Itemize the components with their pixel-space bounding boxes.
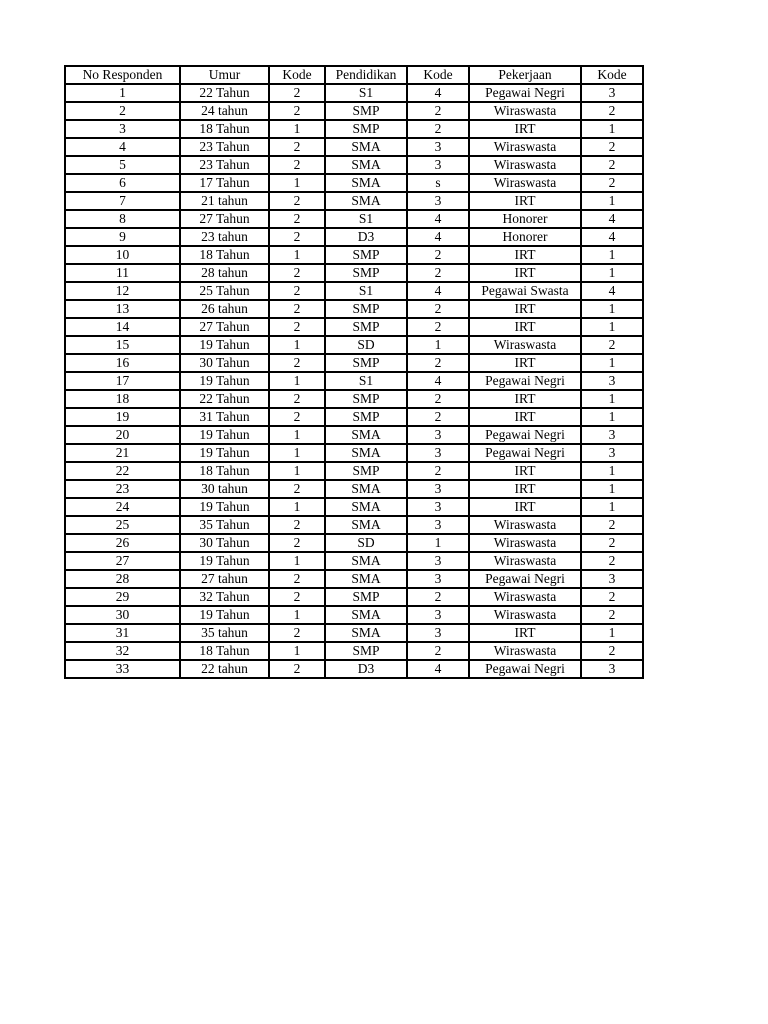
cell-kode-pendidikan: 3 [407, 516, 469, 534]
cell-umur: 23 Tahun [180, 156, 269, 174]
table-row [65, 156, 643, 174]
table-row [65, 408, 643, 426]
cell-kode-umur: 1 [269, 336, 325, 354]
table-row [65, 624, 643, 642]
cell-kode-pekerjaan: 3 [581, 372, 643, 390]
cell-umur: 28 tahun [180, 264, 269, 282]
header-pekerjaan: Pekerjaan [469, 66, 581, 84]
cell-kode-pekerjaan: 1 [581, 390, 643, 408]
cell-kode-pekerjaan: 3 [581, 660, 643, 678]
table-row [65, 606, 643, 624]
cell-pekerjaan: IRT [469, 462, 581, 480]
header-no-responden: No Responden [65, 66, 180, 84]
cell-pendidikan: SMP [325, 318, 407, 336]
cell-kode-umur: 2 [269, 390, 325, 408]
cell-kode-umur: 1 [269, 552, 325, 570]
cell-pendidikan: S1 [325, 84, 407, 102]
cell-umur: 18 Tahun [180, 120, 269, 138]
cell-umur: 18 Tahun [180, 642, 269, 660]
cell-kode-pendidikan: 2 [407, 300, 469, 318]
cell-kode-pekerjaan: 2 [581, 552, 643, 570]
cell-kode-umur: 2 [269, 570, 325, 588]
cell-kode-pendidikan: 4 [407, 282, 469, 300]
table-row [65, 264, 643, 282]
cell-kode-pekerjaan: 2 [581, 516, 643, 534]
cell-umur: 19 Tahun [180, 372, 269, 390]
cell-kode-pendidikan: 2 [407, 318, 469, 336]
cell-pekerjaan: Wiraswasta [469, 156, 581, 174]
cell-kode-pekerjaan: 2 [581, 156, 643, 174]
cell-pendidikan: SD [325, 336, 407, 354]
cell-kode-umur: 1 [269, 174, 325, 192]
cell-kode-pekerjaan: 2 [581, 174, 643, 192]
cell-no-responden: 12 [65, 282, 180, 300]
cell-pekerjaan: Wiraswasta [469, 336, 581, 354]
cell-no-responden: 24 [65, 498, 180, 516]
cell-no-responden: 29 [65, 588, 180, 606]
cell-kode-umur: 2 [269, 300, 325, 318]
cell-no-responden: 30 [65, 606, 180, 624]
cell-kode-pendidikan: 3 [407, 192, 469, 210]
table-row [65, 426, 643, 444]
cell-kode-pendidikan: 1 [407, 534, 469, 552]
cell-kode-pekerjaan: 1 [581, 624, 643, 642]
cell-kode-pekerjaan: 2 [581, 588, 643, 606]
cell-no-responden: 28 [65, 570, 180, 588]
table-row [65, 282, 643, 300]
cell-kode-pendidikan: s [407, 174, 469, 192]
respondent-table [64, 65, 644, 679]
cell-pekerjaan: Wiraswasta [469, 552, 581, 570]
cell-kode-pekerjaan: 4 [581, 210, 643, 228]
table-row [65, 534, 643, 552]
cell-umur: 23 tahun [180, 228, 269, 246]
cell-umur: 21 tahun [180, 192, 269, 210]
cell-pendidikan: SMP [325, 642, 407, 660]
table-header-row [65, 66, 643, 84]
cell-kode-umur: 1 [269, 498, 325, 516]
cell-pendidikan: SD [325, 534, 407, 552]
header-kode-pekerjaan: Kode [581, 66, 643, 84]
cell-pekerjaan: IRT [469, 246, 581, 264]
cell-kode-pekerjaan: 1 [581, 498, 643, 516]
cell-no-responden: 5 [65, 156, 180, 174]
cell-kode-umur: 1 [269, 246, 325, 264]
cell-kode-pekerjaan: 3 [581, 444, 643, 462]
cell-no-responden: 21 [65, 444, 180, 462]
cell-pekerjaan: Pegawai Swasta [469, 282, 581, 300]
cell-kode-pekerjaan: 1 [581, 246, 643, 264]
cell-kode-pekerjaan: 4 [581, 228, 643, 246]
table-row [65, 192, 643, 210]
cell-no-responden: 17 [65, 372, 180, 390]
cell-no-responden: 26 [65, 534, 180, 552]
cell-pendidikan: SMP [325, 120, 407, 138]
cell-kode-pekerjaan: 1 [581, 120, 643, 138]
cell-no-responden: 32 [65, 642, 180, 660]
table-row [65, 318, 643, 336]
table-row [65, 642, 643, 660]
header-kode-pendidikan: Kode [407, 66, 469, 84]
cell-umur: 19 Tahun [180, 498, 269, 516]
cell-pekerjaan: Wiraswasta [469, 534, 581, 552]
cell-umur: 22 Tahun [180, 390, 269, 408]
cell-kode-umur: 2 [269, 516, 325, 534]
table-row [65, 228, 643, 246]
cell-pekerjaan: Pegawai Negri [469, 570, 581, 588]
cell-umur: 19 Tahun [180, 606, 269, 624]
cell-pekerjaan: Wiraswasta [469, 642, 581, 660]
cell-no-responden: 31 [65, 624, 180, 642]
cell-kode-pekerjaan: 1 [581, 318, 643, 336]
cell-pendidikan: SMA [325, 516, 407, 534]
cell-no-responden: 20 [65, 426, 180, 444]
cell-no-responden: 33 [65, 660, 180, 678]
cell-kode-pendidikan: 2 [407, 120, 469, 138]
cell-kode-pendidikan: 2 [407, 390, 469, 408]
cell-pendidikan: S1 [325, 372, 407, 390]
cell-pendidikan: SMP [325, 246, 407, 264]
cell-kode-pendidikan: 3 [407, 156, 469, 174]
cell-kode-pendidikan: 3 [407, 606, 469, 624]
cell-umur: 24 tahun [180, 102, 269, 120]
cell-kode-pekerjaan: 2 [581, 606, 643, 624]
cell-kode-pekerjaan: 1 [581, 264, 643, 282]
cell-kode-pendidikan: 2 [407, 246, 469, 264]
table-row [65, 498, 643, 516]
cell-kode-pekerjaan: 2 [581, 336, 643, 354]
cell-pendidikan: SMA [325, 570, 407, 588]
cell-umur: 22 tahun [180, 660, 269, 678]
cell-kode-pekerjaan: 4 [581, 282, 643, 300]
cell-kode-pekerjaan: 2 [581, 102, 643, 120]
cell-kode-umur: 2 [269, 408, 325, 426]
cell-kode-pendidikan: 3 [407, 138, 469, 156]
cell-no-responden: 14 [65, 318, 180, 336]
cell-no-responden: 4 [65, 138, 180, 156]
cell-pendidikan: SMA [325, 552, 407, 570]
cell-pekerjaan: Wiraswasta [469, 102, 581, 120]
cell-no-responden: 2 [65, 102, 180, 120]
cell-pekerjaan: IRT [469, 300, 581, 318]
cell-pekerjaan: IRT [469, 318, 581, 336]
cell-pekerjaan: Wiraswasta [469, 174, 581, 192]
cell-pendidikan: S1 [325, 282, 407, 300]
cell-umur: 19 Tahun [180, 444, 269, 462]
cell-kode-pekerjaan: 2 [581, 642, 643, 660]
cell-pendidikan: D3 [325, 660, 407, 678]
cell-kode-pekerjaan: 2 [581, 138, 643, 156]
cell-pendidikan: SMP [325, 102, 407, 120]
cell-kode-umur: 1 [269, 642, 325, 660]
cell-umur: 19 Tahun [180, 426, 269, 444]
cell-kode-pekerjaan: 3 [581, 84, 643, 102]
cell-kode-umur: 2 [269, 102, 325, 120]
cell-pendidikan: SMA [325, 498, 407, 516]
table-row [65, 246, 643, 264]
cell-no-responden: 15 [65, 336, 180, 354]
cell-pekerjaan: Wiraswasta [469, 138, 581, 156]
cell-kode-pekerjaan: 1 [581, 462, 643, 480]
cell-kode-umur: 2 [269, 84, 325, 102]
cell-pekerjaan: IRT [469, 192, 581, 210]
cell-kode-pendidikan: 4 [407, 84, 469, 102]
cell-kode-pendidikan: 2 [407, 408, 469, 426]
cell-pendidikan: SMA [325, 426, 407, 444]
cell-kode-umur: 2 [269, 282, 325, 300]
cell-no-responden: 9 [65, 228, 180, 246]
cell-pendidikan: SMA [325, 138, 407, 156]
cell-no-responden: 8 [65, 210, 180, 228]
cell-pendidikan: SMP [325, 390, 407, 408]
header-umur: Umur [180, 66, 269, 84]
cell-no-responden: 16 [65, 354, 180, 372]
cell-kode-pekerjaan: 1 [581, 300, 643, 318]
cell-no-responden: 18 [65, 390, 180, 408]
cell-pendidikan: SMA [325, 192, 407, 210]
cell-pendidikan: SMP [325, 462, 407, 480]
cell-kode-pendidikan: 3 [407, 480, 469, 498]
cell-kode-umur: 2 [269, 228, 325, 246]
cell-no-responden: 11 [65, 264, 180, 282]
cell-pekerjaan: IRT [469, 120, 581, 138]
cell-pekerjaan: IRT [469, 624, 581, 642]
cell-kode-umur: 1 [269, 120, 325, 138]
cell-no-responden: 27 [65, 552, 180, 570]
cell-pekerjaan: IRT [469, 480, 581, 498]
cell-kode-pekerjaan: 1 [581, 192, 643, 210]
cell-kode-umur: 2 [269, 354, 325, 372]
cell-kode-pekerjaan: 3 [581, 570, 643, 588]
cell-pekerjaan: Wiraswasta [469, 606, 581, 624]
table-row [65, 120, 643, 138]
table-row [65, 102, 643, 120]
table-row [65, 336, 643, 354]
cell-umur: 18 Tahun [180, 246, 269, 264]
cell-kode-pekerjaan: 1 [581, 354, 643, 372]
header-kode-umur: Kode [269, 66, 325, 84]
cell-kode-umur: 1 [269, 426, 325, 444]
cell-pendidikan: SMA [325, 444, 407, 462]
cell-no-responden: 22 [65, 462, 180, 480]
cell-kode-pendidikan: 2 [407, 462, 469, 480]
cell-kode-umur: 2 [269, 624, 325, 642]
cell-kode-umur: 1 [269, 462, 325, 480]
cell-pekerjaan: Pegawai Negri [469, 444, 581, 462]
cell-kode-pendidikan: 3 [407, 624, 469, 642]
cell-kode-umur: 2 [269, 138, 325, 156]
cell-pekerjaan: IRT [469, 354, 581, 372]
cell-kode-umur: 2 [269, 534, 325, 552]
cell-pekerjaan: Pegawai Negri [469, 660, 581, 678]
cell-umur: 23 Tahun [180, 138, 269, 156]
cell-kode-umur: 1 [269, 606, 325, 624]
cell-umur: 30 tahun [180, 480, 269, 498]
cell-kode-pekerjaan: 1 [581, 480, 643, 498]
cell-pekerjaan: Pegawai Negri [469, 372, 581, 390]
cell-kode-pendidikan: 1 [407, 336, 469, 354]
table-row [65, 444, 643, 462]
cell-kode-umur: 2 [269, 318, 325, 336]
cell-pendidikan: SMP [325, 588, 407, 606]
cell-kode-pendidikan: 3 [407, 498, 469, 516]
cell-umur: 35 Tahun [180, 516, 269, 534]
cell-pekerjaan: Honorer [469, 228, 581, 246]
cell-umur: 32 Tahun [180, 588, 269, 606]
cell-pendidikan: SMP [325, 354, 407, 372]
cell-pendidikan: SMA [325, 174, 407, 192]
cell-kode-pekerjaan: 2 [581, 534, 643, 552]
header-pendidikan: Pendidikan [325, 66, 407, 84]
table-row [65, 390, 643, 408]
cell-kode-pendidikan: 4 [407, 210, 469, 228]
cell-umur: 22 Tahun [180, 84, 269, 102]
cell-pekerjaan: Honorer [469, 210, 581, 228]
cell-no-responden: 1 [65, 84, 180, 102]
cell-umur: 17 Tahun [180, 174, 269, 192]
table-row [65, 138, 643, 156]
cell-kode-umur: 2 [269, 192, 325, 210]
table-row [65, 570, 643, 588]
cell-kode-umur: 2 [269, 156, 325, 174]
cell-kode-pendidikan: 2 [407, 588, 469, 606]
cell-umur: 30 Tahun [180, 534, 269, 552]
cell-kode-umur: 2 [269, 480, 325, 498]
cell-umur: 30 Tahun [180, 354, 269, 372]
cell-no-responden: 13 [65, 300, 180, 318]
cell-kode-pendidikan: 2 [407, 642, 469, 660]
cell-umur: 27 Tahun [180, 318, 269, 336]
table-row [65, 300, 643, 318]
cell-kode-pendidikan: 4 [407, 660, 469, 678]
cell-kode-umur: 2 [269, 264, 325, 282]
cell-kode-pendidikan: 2 [407, 264, 469, 282]
cell-no-responden: 10 [65, 246, 180, 264]
cell-umur: 19 Tahun [180, 336, 269, 354]
cell-umur: 35 tahun [180, 624, 269, 642]
table-row [65, 174, 643, 192]
cell-kode-pekerjaan: 3 [581, 426, 643, 444]
cell-pendidikan: SMA [325, 606, 407, 624]
cell-kode-umur: 2 [269, 660, 325, 678]
table-row [65, 84, 643, 102]
cell-kode-pendidikan: 2 [407, 102, 469, 120]
cell-pekerjaan: Wiraswasta [469, 516, 581, 534]
table-row [65, 516, 643, 534]
cell-no-responden: 19 [65, 408, 180, 426]
cell-pekerjaan: IRT [469, 390, 581, 408]
cell-pendidikan: SMA [325, 156, 407, 174]
cell-kode-pendidikan: 3 [407, 444, 469, 462]
cell-kode-umur: 1 [269, 372, 325, 390]
cell-umur: 18 Tahun [180, 462, 269, 480]
cell-no-responden: 23 [65, 480, 180, 498]
cell-pekerjaan: IRT [469, 408, 581, 426]
cell-kode-umur: 2 [269, 210, 325, 228]
cell-no-responden: 6 [65, 174, 180, 192]
cell-no-responden: 25 [65, 516, 180, 534]
table-row [65, 588, 643, 606]
cell-kode-pendidikan: 2 [407, 354, 469, 372]
cell-kode-pendidikan: 4 [407, 372, 469, 390]
cell-kode-umur: 1 [269, 444, 325, 462]
table-row [65, 354, 643, 372]
cell-kode-pendidikan: 3 [407, 552, 469, 570]
cell-umur: 31 Tahun [180, 408, 269, 426]
cell-pendidikan: SMP [325, 264, 407, 282]
cell-umur: 27 Tahun [180, 210, 269, 228]
cell-kode-pendidikan: 4 [407, 228, 469, 246]
cell-umur: 25 Tahun [180, 282, 269, 300]
table-row [65, 480, 643, 498]
cell-umur: 19 Tahun [180, 552, 269, 570]
table-row [65, 210, 643, 228]
cell-kode-pendidikan: 3 [407, 426, 469, 444]
cell-kode-pekerjaan: 1 [581, 408, 643, 426]
cell-pekerjaan: Wiraswasta [469, 588, 581, 606]
cell-no-responden: 3 [65, 120, 180, 138]
cell-pendidikan: SMP [325, 300, 407, 318]
cell-kode-pendidikan: 3 [407, 570, 469, 588]
cell-no-responden: 7 [65, 192, 180, 210]
table-row [65, 660, 643, 678]
cell-pekerjaan: Pegawai Negri [469, 426, 581, 444]
cell-pendidikan: S1 [325, 210, 407, 228]
cell-pekerjaan: IRT [469, 498, 581, 516]
cell-pendidikan: SMA [325, 624, 407, 642]
cell-pekerjaan: Pegawai Negri [469, 84, 581, 102]
cell-pekerjaan: IRT [469, 264, 581, 282]
cell-umur: 26 tahun [180, 300, 269, 318]
table-row [65, 372, 643, 390]
cell-kode-umur: 2 [269, 588, 325, 606]
cell-pendidikan: SMA [325, 480, 407, 498]
cell-umur: 27 tahun [180, 570, 269, 588]
table-row [65, 552, 643, 570]
table-row [65, 462, 643, 480]
cell-pendidikan: D3 [325, 228, 407, 246]
cell-pendidikan: SMP [325, 408, 407, 426]
